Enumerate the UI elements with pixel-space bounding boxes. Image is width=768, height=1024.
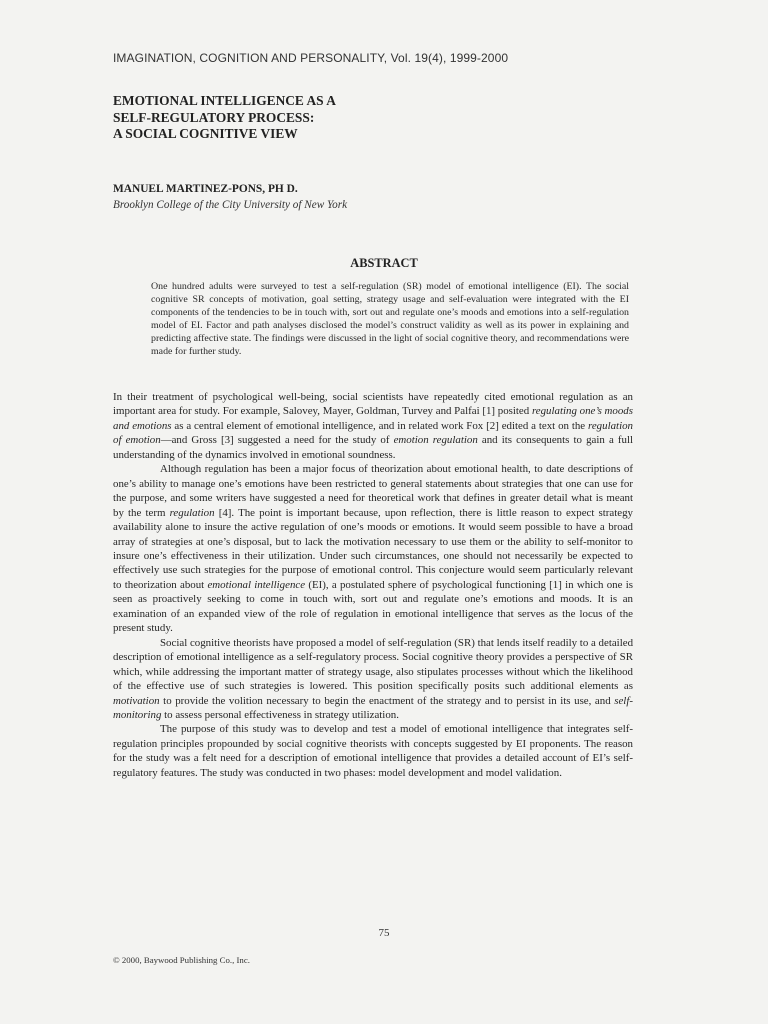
journal-header: IMAGINATION, COGNITION AND PERSONALITY, Vol. 19(4), 1999-2000 — [113, 51, 509, 65]
text-run: and its consequents to gain a full understanding of the dynamics involved in emotional soundness. — [113, 434, 634, 461]
emphasis: motivation — [113, 694, 160, 707]
text-run: as a central element of emotional intelligence, and in related work Fox [2] edited a text on the — [171, 419, 589, 432]
body-paragraph-4: The purpose of this study was to develop and test a model of emotional intelligence that integrates self-regulation principles propounded by social cognitive theorists with concepts suggested by EI proponents. The reason for the study was a felt need for a description of emotional intelligence that provides a detailed account of EI’s self-regulatory features. The study was conducted in two phases: model development and model validation. — [113, 723, 633, 779]
author-name: MANUEL MARTINEZ-PONS, PH D. — [113, 183, 298, 195]
text-run: [4]. The point is important because, upon reflection, there is little reason to expect strategy availability alone to insure the active regulation of one’s moods or emotions. It would seem possible to have a broad array of strategies at one’s disposal, but to lack the motivation necessary to use them or the ability to self-monitor to insure one’s effectiveness in their utilization. Under such circumstances, one should not necessarily be expected to effectively use such strategies for the purpose of emotional control. This conjecture would seem particularly relevant to theorization about — [113, 506, 633, 591]
emphasis: emotional intelligence — [207, 578, 306, 591]
text-run: to assess personal effectiveness in strategy utilization. — [161, 708, 399, 721]
page-number: 75 — [378, 927, 390, 939]
body-text — [113, 390, 633, 780]
title-line-2: SELF-REGULATORY PROCESS: — [113, 109, 315, 125]
text-run: In their treatment of psychological well-being, social scientists have repeatedly cited emotional regulation as an important area for study. For example, Salovey, Mayer, Goldman, Turvey and Palfai [1] posited — [113, 391, 633, 418]
emphasis: regulation of emotion — [113, 419, 633, 447]
body-paragraph-2 — [113, 462, 633, 635]
abstract-text: One hundred adults were surveyed to test a self-regulation (SR) model of emotional intelligence (EI). The social cognitive SR concepts of motivation, goal setting, strategy usage and self-evaluation were integrated with the EI components of the tendencies to be in touch with, sort out and regulate one’s moods and emotions into a self-regulation model of EI. Factor and path analyses disclosed the model’s construct validity as well as its power in explaining and predicting affective state. The findings were discussed in the light of social cognitive theory, and recommendations were made for further study. — [151, 281, 629, 358]
emphasis: emotion regulation — [393, 434, 478, 447]
text-run: to provide the volition necessary to begin the enactment of the strategy and to persist in its use, and — [159, 694, 615, 707]
body-paragraph-3 — [113, 636, 633, 723]
text-run: (EI), a postulated sphere of psychological functioning [1] in which one is seen as proactively seeking to come in touch with, sort out and regulate one’s emotions and moods. It is an examination of an expanded view of the role of regulation in emotional intelligence that serves as the locus of the present study. — [113, 578, 633, 635]
body-paragraph-1 — [113, 390, 633, 462]
emphasis: regulation — [169, 506, 215, 519]
emphasis: self-monitoring — [113, 694, 633, 721]
copyright-notice: © 2000, Baywood Publishing Co., Inc. — [113, 955, 250, 965]
abstract-heading: ABSTRACT — [350, 256, 418, 270]
title-line-1: EMOTIONAL INTELLIGENCE AS A — [113, 93, 336, 108]
text-run: —and Gross [3] suggested a need for the study of — [160, 434, 394, 447]
emphasis: regulating one’s moods and emotions — [113, 405, 633, 432]
text-run: Although regulation has been a major focus of theorization about emotional health, to date descriptions of one’s ability to manage one’s emotions have been restricted to general statements about strategies that one can use for the purpose, and some writers have suggested a need for theoretical work that defines in greater detail what is meant by the term — [113, 463, 633, 519]
paper-title — [113, 93, 336, 143]
title-line-3: A SOCIAL COGNITIVE VIEW — [113, 126, 298, 141]
author-affiliation: Brooklyn College of the City University of New York — [113, 199, 348, 211]
text-run: Social cognitive theorists have proposed a model of self-regulation (SR) that lends itself readily to a detailed description of emotional intelligence as a self-regulatory process. Social cognitive theory provides a perspective of SR which, while addressing the important matter of strategy usage, also stipulates processes without which the likelihood of the effective use of such strategies is lowered. This position specifically posits such additional elements as — [113, 636, 634, 693]
